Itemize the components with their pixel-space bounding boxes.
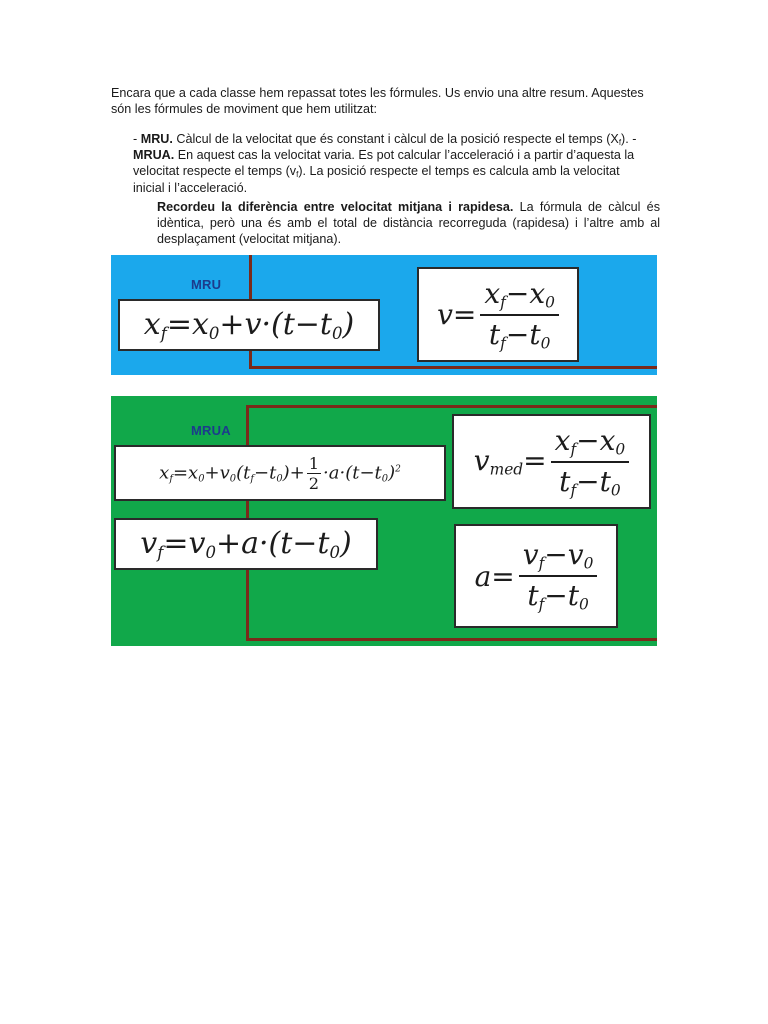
mrua-figure-label: MRUA — [191, 423, 231, 438]
mrua-position-formula: xf=x0+v0(tf−t0)+ $\frac{1}{2}$ $\cdot a\cdot(t-t0)^2$ — [114, 445, 446, 501]
mrua-subscript: f — [296, 170, 299, 180]
mrua-velocity-formula: vf=v0+a·(t−t0) — [114, 518, 378, 570]
intro-line-1: Encara que a cada classe hem repassat totes les fórmules. Us envio una altre resum. Aquestes — [111, 86, 644, 100]
mru-formula-figure — [111, 255, 657, 375]
remember-paragraph — [157, 199, 660, 248]
remember-text: La fórmula de càlcul és idèntica, però una és amb el total de distància recorreguda (rapidesa) i l’altre amb al desplaçament (velocitat mitjana). — [157, 200, 660, 247]
mru-prefix: - — [133, 132, 141, 146]
intro-paragraph — [111, 85, 656, 117]
intro-line-2: són les fórmules de moviment que hem utilitzat: — [111, 102, 377, 117]
mru-figure-label: MRU — [191, 277, 222, 292]
mru-description: Càlcul de la velocitat que és constant i càlcul de la posició respecte el temps (X — [172, 132, 619, 146]
mrua-description-4: inicial i l’acceleració. — [133, 180, 248, 195]
mrua-description-3: ). La posició respecte el temps es calcula amb la velocitat — [298, 164, 620, 179]
mru-velocity-formula: v= $\frac{xf-x0}{tf-t0}$ — [417, 267, 579, 362]
motion-types-paragraph — [133, 131, 658, 196]
mru-subscript: f — [618, 138, 622, 147]
remember-bold: Recordeu la diferència entre velocitat mitjana i rapidesa. — [157, 200, 514, 214]
mru-tail: ). - — [621, 132, 637, 146]
mru-position-formula: xf=x0+v·(t−t0) — [118, 299, 380, 351]
mrua-formula-figure — [111, 396, 657, 646]
mrua-description-2: velocitat respecte el temps (v — [133, 164, 297, 179]
mru-label: MRU. — [140, 132, 173, 146]
mrua-description-1: En aquest cas la velocitat varia. Es pot calcular l’acceleració i a partir d’aquesta la — [174, 148, 635, 163]
mrua-mean-velocity-formula: vmed= $\frac{xf-x0}{tf-t0}$ — [452, 414, 651, 509]
mrua-label: MRUA. — [133, 148, 175, 163]
mrua-acceleration-formula: a= $\frac{vf-v0}{tf-t0}$ — [454, 524, 618, 628]
